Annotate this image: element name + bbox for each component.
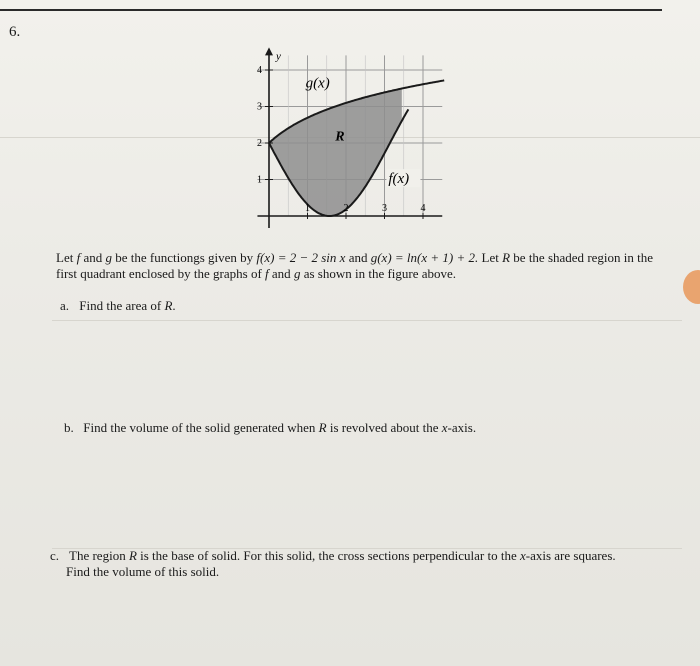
question-number: 6. xyxy=(9,24,21,40)
x-tick-label: 2 xyxy=(343,203,349,214)
y-tick-label: 4 xyxy=(257,65,262,76)
part-c: c. The region R is the base of solid. For this solid, the cross sections perpendicular to the x-axis are squares. Find the volume of this solid. xyxy=(50,548,616,579)
x-tick-label: 1 xyxy=(305,203,310,214)
y-tick-label: 2 xyxy=(257,138,262,149)
part-a: a. Find the area of R. xyxy=(60,298,176,313)
x-tick-label: 4 xyxy=(420,203,426,214)
y-axis-label: y xyxy=(276,50,281,63)
label-g-of-x: g(x) xyxy=(305,75,330,92)
y-axis-arrow xyxy=(265,47,273,55)
label-f-of-x: f(x) xyxy=(388,171,410,188)
question-prompt: Let f and g be the functiongs given by f(x) = 2 − 2 sin x and g(x) = ln(x + 1) + 2. Let R be the shaded region in the first quadrant enclosed by the graphs of f and g as shown in the figure above. xyxy=(56,250,654,281)
label-region-r: R xyxy=(335,129,345,145)
x-tick-label: 3 xyxy=(382,203,387,214)
shaded-region-r xyxy=(269,89,402,217)
y-tick-label: 1 xyxy=(257,174,262,186)
y-tick-label: 3 xyxy=(257,101,262,113)
part-b: b. Find the volume of the solid generated when R is revolved about the x-axis. xyxy=(64,420,477,435)
